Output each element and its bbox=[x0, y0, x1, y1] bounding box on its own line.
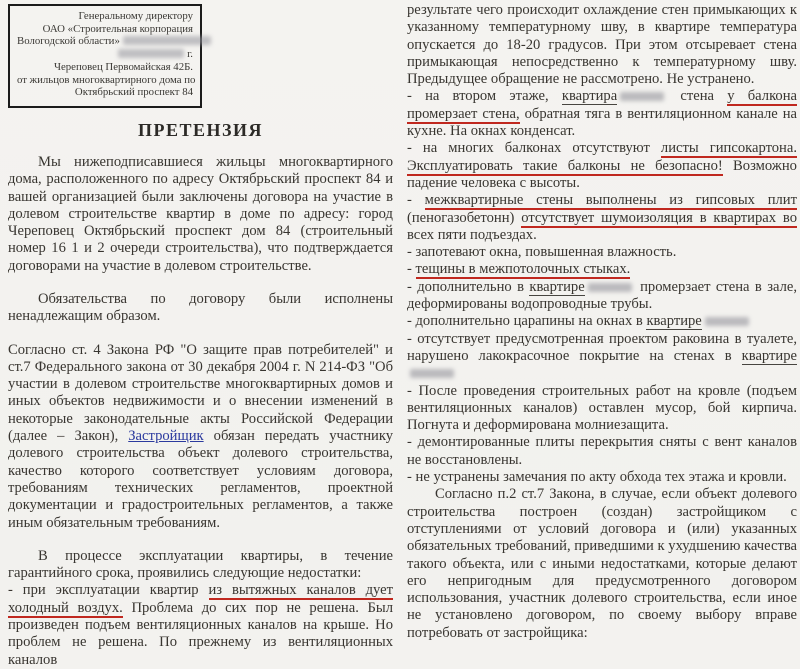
paragraph-law-clause: Согласно п.2 ст.7 Закона, в случае, если объект долевого строительства построен (создан) застройщиком с отступлениями от условий договора и (или) указанных обязательных требований, приведшими к ухудшению качества такого объекта, или с иными недостатками, которые делают его непригодным для предусмотренного договором использования, участник долевого строительства, если иное не установлено договором, по своему выбору вправе потребовать от застройщика: bbox=[407, 486, 797, 641]
defect-item-windows: - запотевают окна, повышенная влажность. bbox=[407, 244, 677, 261]
redacted-apartment-number bbox=[705, 317, 749, 326]
defect-text: Возможно падение человека с высоты. bbox=[407, 157, 797, 191]
defect-text: - при эксплуатации квартир bbox=[8, 582, 209, 599]
underlined-apartment-word: квартира bbox=[561, 88, 618, 105]
defect-item-cracks bbox=[407, 261, 797, 278]
addr-line: ОАО «Строительная корпорация bbox=[42, 22, 193, 35]
law-text: обязан передать участнику долевого строительства объект долевого строительства, качество которого соответствует условиям договора, требованиям технических регламентов, проектной документации и градостроительных регламентов, а также иным обязательным требованиям. bbox=[8, 428, 394, 531]
addr-line bbox=[17, 35, 193, 48]
addr-line: от жильцов многоквартирного дома по bbox=[17, 73, 196, 86]
defect-text: Проблема до сих пор не решена. Был произведен подъем вентиляционных каналов на крыше. Но проблем не решена. По прежнему из вентиляционных каналов bbox=[8, 599, 393, 668]
addr-text: Вологодской области» bbox=[17, 35, 120, 48]
defect-item-walls bbox=[407, 192, 797, 244]
paragraph-defects-intro: В процессе эксплуатации квартиры, в течение гарантийного срока, проявились следующие недостатки: bbox=[8, 547, 393, 582]
defect-text: промерзает стена в зале, деформированы водопроводные трубы. bbox=[407, 278, 797, 313]
addr-line: Генеральному директору bbox=[78, 10, 193, 22]
defect-text: обратная тяга в вентиляционном канале на кухне. На окнах конденсат. bbox=[407, 105, 798, 140]
red-underlined-text: листы гипсокартона. bbox=[660, 140, 797, 157]
redacted-apartment-number bbox=[410, 369, 454, 378]
addr-text: г. bbox=[187, 48, 193, 61]
paragraph-obligations: Обязательства по договору были исполнены ненадлежащим образом. bbox=[8, 291, 393, 325]
law-text: Согласно ст. 4 Закона РФ "О защите прав потребителей" и ст.7 Федерального закона от 30 декабря 2004 г. N 214-ФЗ "Об участии в долевом строительстве многоквартирных домов и иных объектов недвижимости и о внесении изменений в некоторые законодательные акты Российской Федерации (далее – Закон), bbox=[8, 341, 393, 445]
defect-text: всех пяти подъездах. bbox=[407, 226, 537, 243]
defect-text: - на многих балконах отсутствуют bbox=[407, 140, 661, 157]
developer-link[interactable]: Застройщик bbox=[128, 428, 204, 445]
underlined-apartment-word: квартире bbox=[646, 313, 702, 330]
red-underlined-text: тещины в межпотолочных стыках. bbox=[415, 261, 631, 278]
addr-line bbox=[17, 48, 193, 61]
defect-text: (пеногазобетонн) bbox=[407, 209, 522, 226]
redacted-apartment-number bbox=[588, 283, 632, 292]
red-underlined-text: у балкона промерзает стена, bbox=[407, 88, 797, 122]
paragraph-intro: Мы нижеподписавшиеся жильцы многоквартирного дома, расположенного по адресу Октябрьский проспект 84 и вашей организацией были заключены договора на участие в долевом строительстве квартир в доме по адресу: город Череповец Октябрьский проспект дом 84 (строительный номер 16 1 и 2 очереди строительства), что подтверждается договорами на участие в долевом строительстве. bbox=[8, 153, 393, 274]
addr-line: Череповец Первомайская 42Б. bbox=[53, 60, 193, 73]
paragraph-law-reference bbox=[8, 342, 393, 532]
defect-item-cold-air bbox=[8, 582, 393, 668]
defect-text: - bbox=[407, 261, 416, 278]
redacted-name bbox=[118, 49, 184, 58]
redacted-name bbox=[123, 36, 211, 45]
document-title: ПРЕТЕНЗИЯ bbox=[137, 119, 263, 140]
redacted-apartment-number bbox=[620, 92, 664, 101]
defect-text: - дополнительно в bbox=[407, 278, 530, 295]
right-column bbox=[407, 2, 797, 642]
red-underlined-text: из вытяжных каналов дует холодный воздух. bbox=[8, 582, 394, 616]
defect-item-slabs: - демонтированные плиты перекрытия сняты с вент каналов не восстановлены. bbox=[407, 434, 797, 468]
defect-item-frozen-wall bbox=[407, 88, 797, 140]
underlined-apartment-word: квартире bbox=[741, 347, 797, 364]
defect-item-hall-wall bbox=[407, 279, 797, 314]
underlined-apartment-word: квартире bbox=[529, 278, 585, 295]
red-underlined-text: отсутствует шумоизоляция в квартирах во bbox=[521, 209, 797, 226]
continuation-paragraph: результате чего происходит охлаждение стен примыкающих к указанному температурному шву, в квартире температура опускается до 18-20 градусов. При этом отсыревает стена примыкающая непосредственно к температурному шву. Предыдущее обращение не рассмотрено. Не устранено. bbox=[407, 2, 797, 88]
defect-item-sink bbox=[407, 331, 797, 383]
defect-item-inspection-act: - не устранены замечания по акту обхода тех этажа и кровли. bbox=[407, 469, 787, 486]
defect-text: стена bbox=[667, 88, 728, 105]
defect-item-scratches bbox=[407, 313, 797, 330]
defect-item-balconies bbox=[407, 140, 797, 192]
red-underlined-text: межквартирные стены выполнены из гипсовых плит bbox=[424, 192, 797, 209]
defect-text: - bbox=[407, 192, 425, 209]
defect-item-roof-debris: - После проведения строительных работ на кровле (подъем вентиляционных каналов) оставлен мусор, бой кирпича. Погнута и деформирована молниезащита. bbox=[407, 382, 797, 434]
defect-text: - отсутствует предусмотренная проектом раковина в туалете, нарушено лакокрасочное покрытие на стенах в bbox=[407, 330, 797, 364]
defect-text: - дополнительно царапины на окнах в bbox=[407, 313, 647, 330]
defect-text: - на втором этаже, bbox=[407, 88, 562, 105]
left-column bbox=[8, 4, 393, 669]
addr-line: Октябрьский проспект 84 bbox=[74, 86, 193, 99]
recipient-address-block bbox=[8, 4, 202, 108]
red-underlined-text: Эксплуатировать такие балконы не безопасно! bbox=[407, 157, 723, 174]
